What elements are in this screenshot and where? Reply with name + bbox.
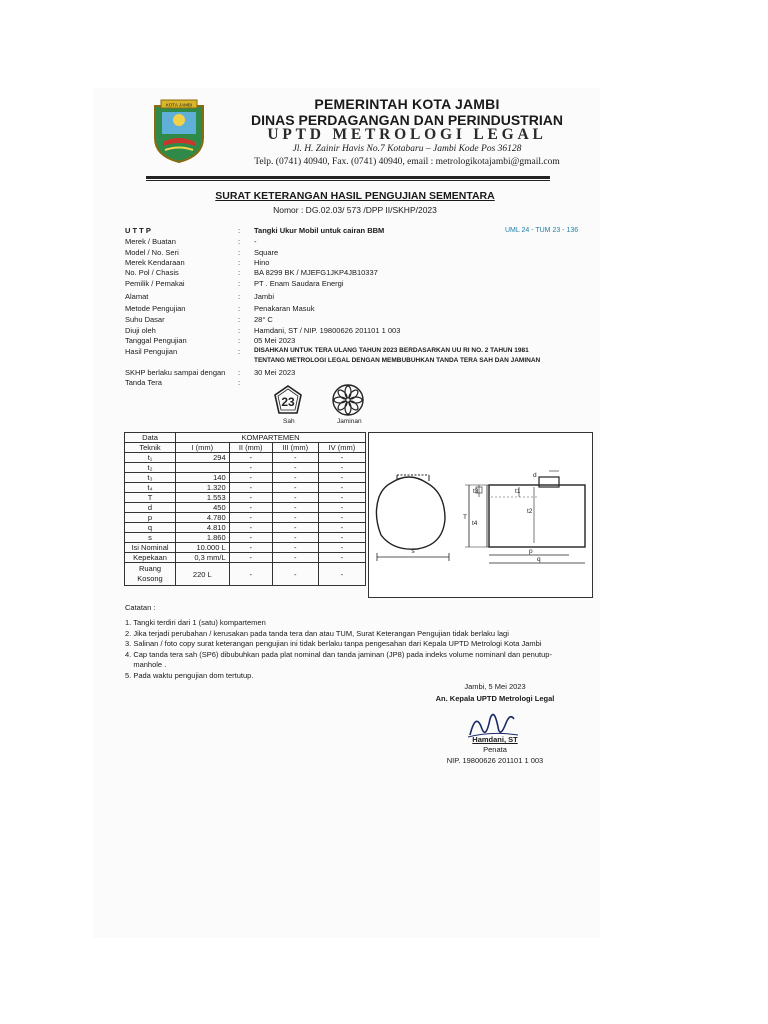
detail-value: Penakaran Masuk (254, 304, 315, 313)
dim-t3: t3 (473, 488, 479, 495)
detail-label: U T T P (125, 226, 151, 235)
table-cell: - (229, 513, 272, 523)
detail-label: Hasil Pengujian (125, 347, 178, 356)
detail-label: Model / No. Seri (125, 248, 179, 257)
table-cell: 10.000 L (176, 543, 230, 553)
jaminan-stamp-icon (331, 383, 365, 417)
detail-colon: : (238, 237, 241, 246)
row-label: T (125, 493, 176, 503)
table-cell: - (272, 493, 318, 503)
header-rule-thin (146, 180, 550, 181)
detail-colon: : (238, 315, 241, 324)
table-cell: - (229, 523, 272, 533)
table-cell (176, 463, 230, 473)
detail-value: 05 Mei 2023 (254, 336, 296, 345)
table-row (125, 463, 366, 473)
table-cell: - (229, 553, 272, 563)
table-cell: 0,3 mm/L (176, 553, 230, 563)
kosong-label: Kosong (137, 574, 163, 583)
note-item: 4. Cap tanda tera sah (SP6) dibubuhkan pada plat nominal dan tanda jaminan (JP8) pada indeks volume nominanl dan penutup- (125, 649, 552, 659)
row-label: t₁ (125, 453, 176, 463)
row-label: p (125, 513, 176, 523)
detail-colon: : (238, 268, 241, 277)
detail-label: Merek Kendaraan (125, 258, 185, 267)
table-row (125, 543, 366, 553)
signature-office: An. Kepala UPTD Metrologi Legal (435, 694, 555, 703)
col-head: II (mm) (229, 443, 272, 453)
note-item: 1. Tangki terdiri dari 1 (satu) kompartemen (125, 618, 266, 627)
detail-value: DISAHKAN UNTUK TERA ULANG TAHUN 2023 BERDASARKAN UU RI NO. 2 TAHUN 1981 (254, 347, 529, 354)
dim-t2: t2 (527, 508, 533, 515)
table-cell: - (272, 523, 318, 533)
table-cell: 1.553 (176, 493, 230, 503)
row-label: t₄ (125, 483, 176, 493)
detail-value: BA 8299 BK / MJEFG1JKP4JB10337 (254, 268, 378, 277)
notes-title: Catatan : (125, 603, 156, 612)
table-cell: - (272, 563, 318, 586)
col-head: III (mm) (272, 443, 318, 453)
table-row (125, 453, 366, 463)
row-label: t₂ (125, 463, 176, 473)
table-cell: - (229, 543, 272, 553)
detail-label: Diuji oleh (125, 326, 156, 335)
header-government: PEMERINTAH KOTA JAMBI (314, 96, 500, 112)
document-number: Nomor : DG.02.03/ 573 /DPP II/SKHP/2023 (273, 205, 437, 215)
dim-t4: t4 (472, 520, 478, 527)
table-cell: - (272, 463, 318, 473)
notes (125, 603, 575, 681)
sah-stamp-number: 23 (281, 395, 295, 409)
table-row (125, 503, 366, 513)
detail-colon: : (238, 292, 241, 301)
table-cell: - (272, 543, 318, 553)
detail-colon: : (238, 368, 241, 377)
table-cell: - (318, 553, 365, 563)
table-cell: - (318, 513, 365, 523)
table-row (125, 513, 366, 523)
table-row (125, 553, 366, 563)
detail-value: Square (254, 248, 279, 257)
table-cell: - (272, 473, 318, 483)
col-head: I (mm) (176, 443, 230, 453)
table-row (125, 493, 366, 503)
detail-label: Merek / Buatan (125, 237, 176, 246)
head-data: Data (125, 433, 176, 443)
detail-colon: : (238, 248, 241, 257)
table-cell: - (229, 463, 272, 473)
row-label: q (125, 523, 176, 533)
dim-q: q (537, 556, 541, 563)
dim-d: d (533, 472, 537, 479)
table-cell: - (318, 503, 365, 513)
header-rule-thick (146, 176, 550, 179)
col-head: IV (mm) (318, 443, 365, 453)
table-cell: - (229, 533, 272, 543)
row-label: Isi Nominal (125, 543, 176, 553)
tank-cross-section (376, 477, 445, 549)
note-item: 2. Jika terjadi perubahan / kerusakan pada tanda tera dan atau TUM, Surat Keterangan Pengujian tidak berlaku lagi (125, 628, 509, 638)
table-row (125, 523, 366, 533)
table-cell: 4.780 (176, 513, 230, 523)
detail-value: Hamdani, ST / NIP. 19800626 201101 1 003 (254, 326, 401, 335)
detail-colon: : (238, 347, 241, 356)
head-kompartemen: KOMPARTEMEN (176, 433, 366, 443)
tank-side-view (489, 485, 585, 547)
detail-label: No. Pol / Chasis (125, 268, 179, 277)
detail-colon: : (238, 226, 241, 235)
table-cell: - (272, 503, 318, 513)
table-cell: 220 L (176, 563, 230, 586)
ruang-label: Ruang (138, 564, 162, 573)
detail-value: PT . Enam Saudara Energi (254, 279, 344, 288)
table-cell: - (318, 533, 365, 543)
table-cell: - (229, 563, 272, 586)
detail-colon: : (238, 336, 241, 345)
detail-label: Pemilik / Pemakai (125, 279, 185, 288)
row-label: t₃ (125, 473, 176, 483)
sah-stamp-icon (272, 384, 304, 416)
detail-colon: : (238, 326, 241, 335)
row-label: Kepekaan (125, 553, 176, 563)
table-cell: 1.320 (176, 483, 230, 493)
detail-label: Suhu Dasar (125, 315, 165, 324)
detail-label: Metode Pengujian (125, 304, 186, 313)
detail-label: Tanggal Pengujian (125, 336, 187, 345)
signature-rank: Penata (483, 745, 507, 754)
table-cell: 140 (176, 473, 230, 483)
row-label (125, 563, 176, 586)
table-cell: - (272, 453, 318, 463)
detail-colon: : (238, 279, 241, 288)
detail-colon: : (238, 378, 241, 387)
table-row (125, 483, 366, 493)
table-cell: - (229, 483, 272, 493)
table-cell: - (272, 513, 318, 523)
header-address: Jl. H. Zainir Havis No.7 Kotabaru – Jambi Kode Pos 36128 (292, 144, 522, 154)
detail-label: Alamat (125, 292, 149, 301)
detail-value: 28° C (254, 315, 273, 324)
note-item: 3. Salinan / foto copy surat keterangan pengujian ini tidak berlaku tanpa pengesahan dari Kepala UPTD Metrologi Kota Jambi (125, 639, 542, 648)
uml-code: UML 24 - TUM 23 - 136 (505, 227, 579, 234)
sah-label: Sah (283, 418, 295, 425)
dim-p: p (529, 548, 533, 555)
table-cell: - (229, 473, 272, 483)
table-cell: - (272, 533, 318, 543)
row-label: s (125, 533, 176, 543)
detail-value: Jambi (254, 292, 275, 301)
detail-colon: : (238, 304, 241, 313)
table-row-ruang-kosong (125, 563, 366, 586)
jaminan-label: Jaminan (337, 418, 362, 425)
detail-value: - (254, 237, 257, 246)
detail-label: SKHP berlaku sampai dengan (125, 368, 226, 377)
table-cell: - (318, 463, 365, 473)
head-teknik: Teknik (125, 443, 176, 453)
table-row (125, 473, 366, 483)
document-title: SURAT KETERANGAN HASIL PENGUJIAN SEMENTARA (215, 190, 495, 202)
logo-text: KOTA JAMBI (165, 102, 193, 108)
detail-value: Tangki Ukur Mobil untuk cairan BBM (254, 226, 385, 235)
header-contact: Telp. (0741) 40940, Fax. (0741) 40940, email : metrologikotajambi@gmail.com (254, 157, 560, 167)
compartment-table (124, 432, 366, 586)
table-cell: - (318, 453, 365, 463)
table-cell: - (318, 483, 365, 493)
row-label: d (125, 503, 176, 513)
table-cell: - (318, 543, 365, 553)
table-cell: - (318, 563, 365, 586)
table-cell: 450 (176, 503, 230, 513)
table-cell: - (229, 453, 272, 463)
dim-s: s (411, 548, 415, 555)
header-agency: DINAS PERDAGANGAN DAN PERINDUSTRIAN (251, 112, 563, 128)
table-row (125, 533, 366, 543)
note-item: 5. Pada waktu pengujian dom tertutup. (125, 670, 254, 680)
table-cell: 4.810 (176, 523, 230, 533)
table-cell: - (229, 503, 272, 513)
table-cell: - (318, 493, 365, 503)
dim-t1: t1 (515, 488, 521, 495)
city-emblem-logo (153, 98, 205, 164)
header-unit: UPTD METROLOGI LEGAL (267, 126, 547, 143)
detail-colon: : (238, 258, 241, 267)
signature-nip: NIP. 19800626 201101 1 003 (446, 756, 544, 765)
table-cell: - (229, 493, 272, 503)
table-cell: - (318, 523, 365, 533)
detail-value: TENTANG METROLOGI LEGAL DENGAN MEMBUBUHKAN TANDA TERA SAH DAN JAMINAN (254, 357, 541, 364)
table-cell: 1.860 (176, 533, 230, 543)
note-item: manhole . (125, 660, 167, 669)
detail-label: Tanda Tera (125, 378, 162, 387)
tank-diagram (368, 432, 593, 598)
table-cell: - (318, 473, 365, 483)
table-cell: - (272, 483, 318, 493)
table-cell: - (272, 553, 318, 563)
dim-T: T (463, 514, 467, 521)
detail-value: Hino (254, 258, 270, 267)
detail-value: 30 Mei 2023 (254, 368, 296, 377)
signature-name: Hamdani, ST (472, 735, 518, 744)
table-cell: 294 (176, 453, 230, 463)
signature-place-date: Jambi, 5 Mei 2023 (464, 682, 526, 691)
